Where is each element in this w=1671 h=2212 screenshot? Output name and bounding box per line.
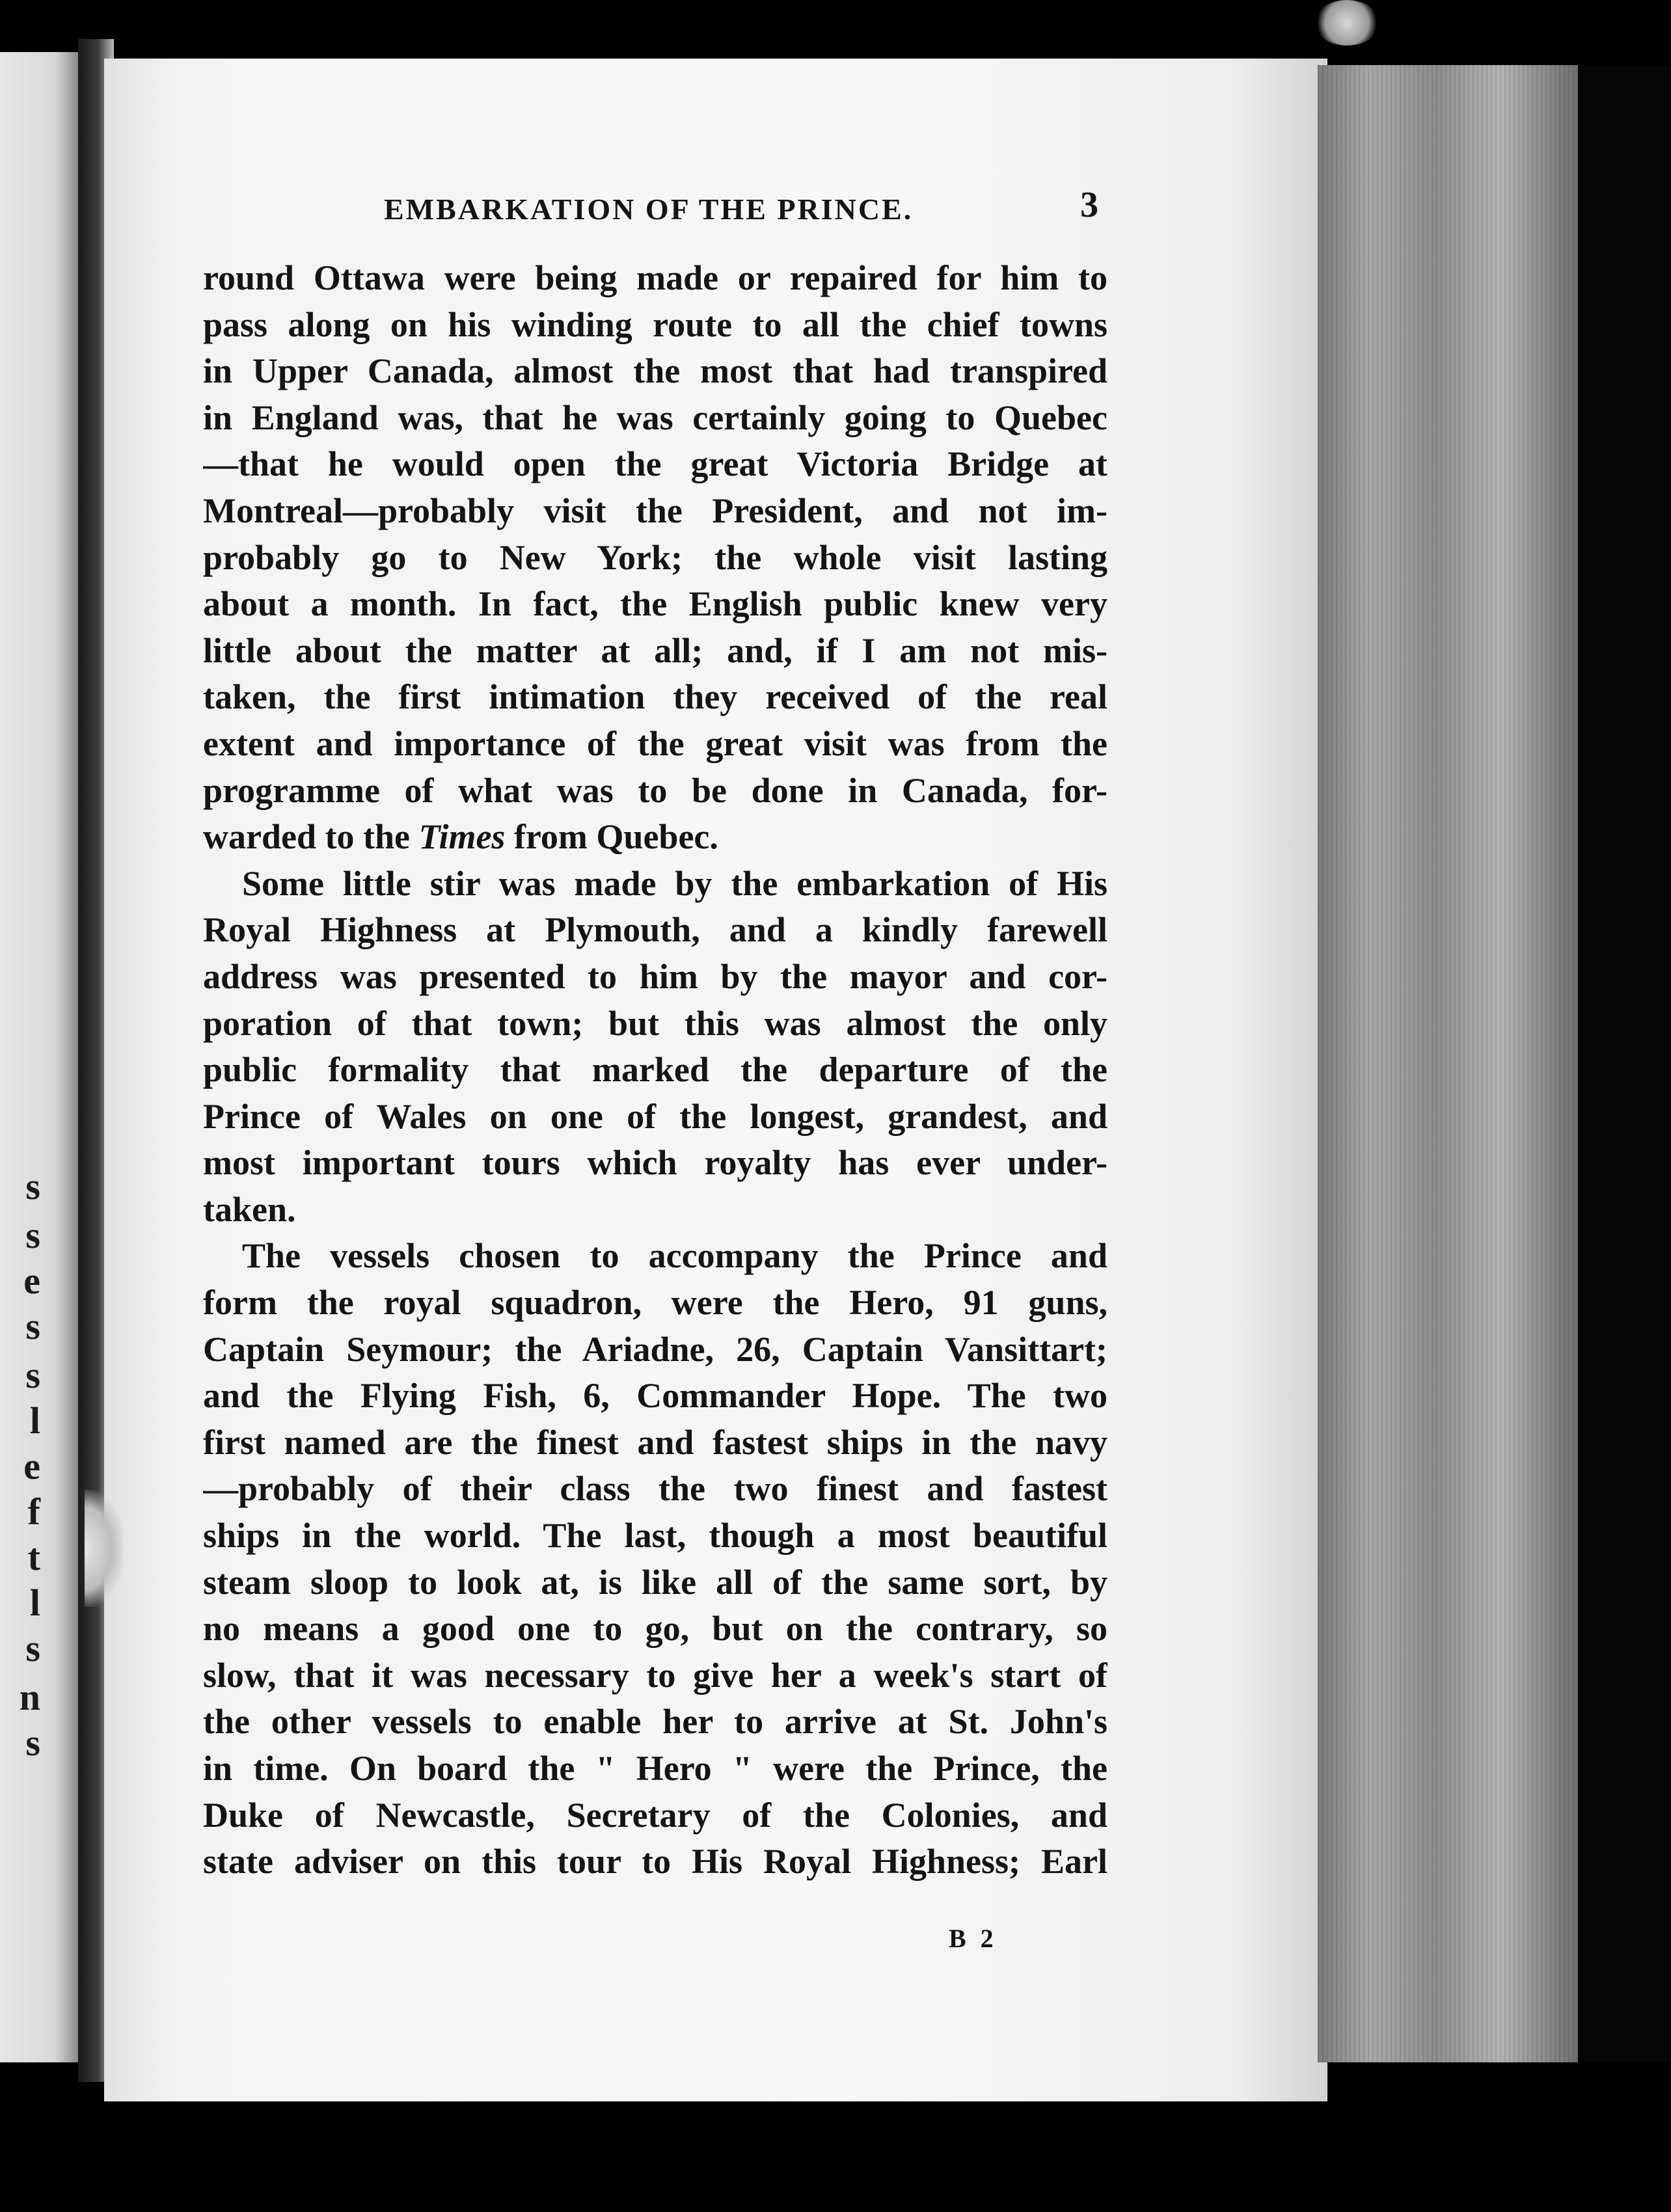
text-line: the other vessels to enable her to arrive at St. John's — [203, 1702, 1107, 1742]
text-line: Montreal—probably visit the President, and not im- — [203, 491, 1107, 530]
text-line: and the Flying Fish, 6, Commander Hope. The two — [203, 1376, 1107, 1416]
text-line: Royal Highness at Plymouth, and a kindly farewell — [203, 910, 1107, 950]
text-line: probably go to New York; the whole visit lasting — [203, 537, 1107, 577]
text-line: in Upper Canada, almost the most that had transpired — [203, 351, 1107, 391]
running-title: EMBARKATION OF THE PRINCE. — [384, 193, 914, 226]
scan-blemish — [1314, 0, 1379, 46]
background-shadow — [1578, 65, 1671, 2062]
left-page-letter: s — [25, 1627, 40, 1669]
text-line: state adviser on this tour to His Royal Highness; Earl — [203, 1842, 1107, 1882]
signature-mark: B 2 — [949, 1924, 998, 1953]
left-page-letter: s — [25, 1354, 40, 1396]
text-line: —that he would open the great Victoria Bridge at — [203, 444, 1107, 484]
text-line: warded to the Times from Quebec. — [203, 817, 718, 857]
newspaper-title: Times — [418, 817, 506, 857]
text-line: address was presented to him by the mayor and cor- — [203, 956, 1107, 996]
book-page-edges — [1318, 65, 1578, 2062]
text-line: extent and importance of the great visit was from the — [203, 723, 1107, 763]
left-page-letter: f — [27, 1490, 40, 1533]
text-line: programme of what was to be done in Canada, for- — [203, 770, 1107, 810]
left-page-letter: t — [27, 1536, 40, 1578]
text-line: public formality that marked the departure of the — [203, 1050, 1107, 1090]
text-line: steam sloop to look at, is like all of the same sort, by — [203, 1562, 1107, 1602]
left-page-letter: l — [29, 1582, 40, 1624]
text-line: taken, the first intimation they received of the real — [203, 677, 1107, 717]
left-page-letter: s — [25, 1721, 40, 1764]
text-line: most important tours which royalty has ever under- — [203, 1143, 1107, 1183]
paragraph-start-line: The vessels chosen to accompany the Prince and — [242, 1236, 1107, 1276]
text-line: slow, that it was necessary to give her a week's start of — [203, 1655, 1107, 1695]
text-line: Prince of Wales on one of the longest, grandest, and — [203, 1096, 1107, 1136]
left-page-letter: e — [23, 1445, 40, 1487]
text-line: in time. On board the " Hero " were the Prince, the — [203, 1749, 1107, 1788]
page-tear — [85, 1490, 124, 1607]
text-line: about a month. In fact, the English public knew very — [203, 584, 1107, 624]
text-line: pass along on his winding route to all the chief towns — [203, 304, 1107, 344]
page-number: 3 — [1080, 185, 1098, 225]
left-page-letter: s — [25, 1305, 40, 1347]
paragraph-start-line: Some little stir was made by the embarkation of His — [242, 863, 1107, 903]
left-page-letter: n — [19, 1676, 40, 1718]
text-line: little about the matter at all; and, if I am not mis- — [203, 630, 1107, 670]
left-page-letter: s — [25, 1214, 40, 1256]
text-line: —probably of their class the two finest and fastest — [203, 1469, 1107, 1509]
text-line: round Ottawa were being made or repaired for him to — [203, 258, 1107, 297]
left-page-letter: l — [29, 1399, 40, 1442]
text-line: Duke of Newcastle, Secretary of the Colonies, and — [203, 1795, 1107, 1835]
left-page-fragment — [0, 52, 78, 2062]
text-line: Captain Seymour; the Ariadne, 26, Captain Vansittart; — [203, 1329, 1107, 1369]
left-page-letter: e — [23, 1260, 40, 1302]
text-line: form the royal squadron, were the Hero, 91 guns, — [203, 1283, 1107, 1323]
text-line: poration of that town; but this was almost the only — [203, 1003, 1107, 1043]
left-page-letter: s — [25, 1165, 40, 1207]
body-text — [203, 255, 1107, 1885]
text-line: first named are the finest and fastest ships in the navy — [203, 1422, 1107, 1462]
text-line: in England was, that he was certainly going to Quebec — [203, 398, 1107, 437]
text-line: no means a good one to go, but on the contrary, so — [203, 1609, 1107, 1649]
text-line: ships in the world. The last, though a most beautiful — [203, 1516, 1107, 1556]
text-line: taken. — [203, 1189, 296, 1229]
